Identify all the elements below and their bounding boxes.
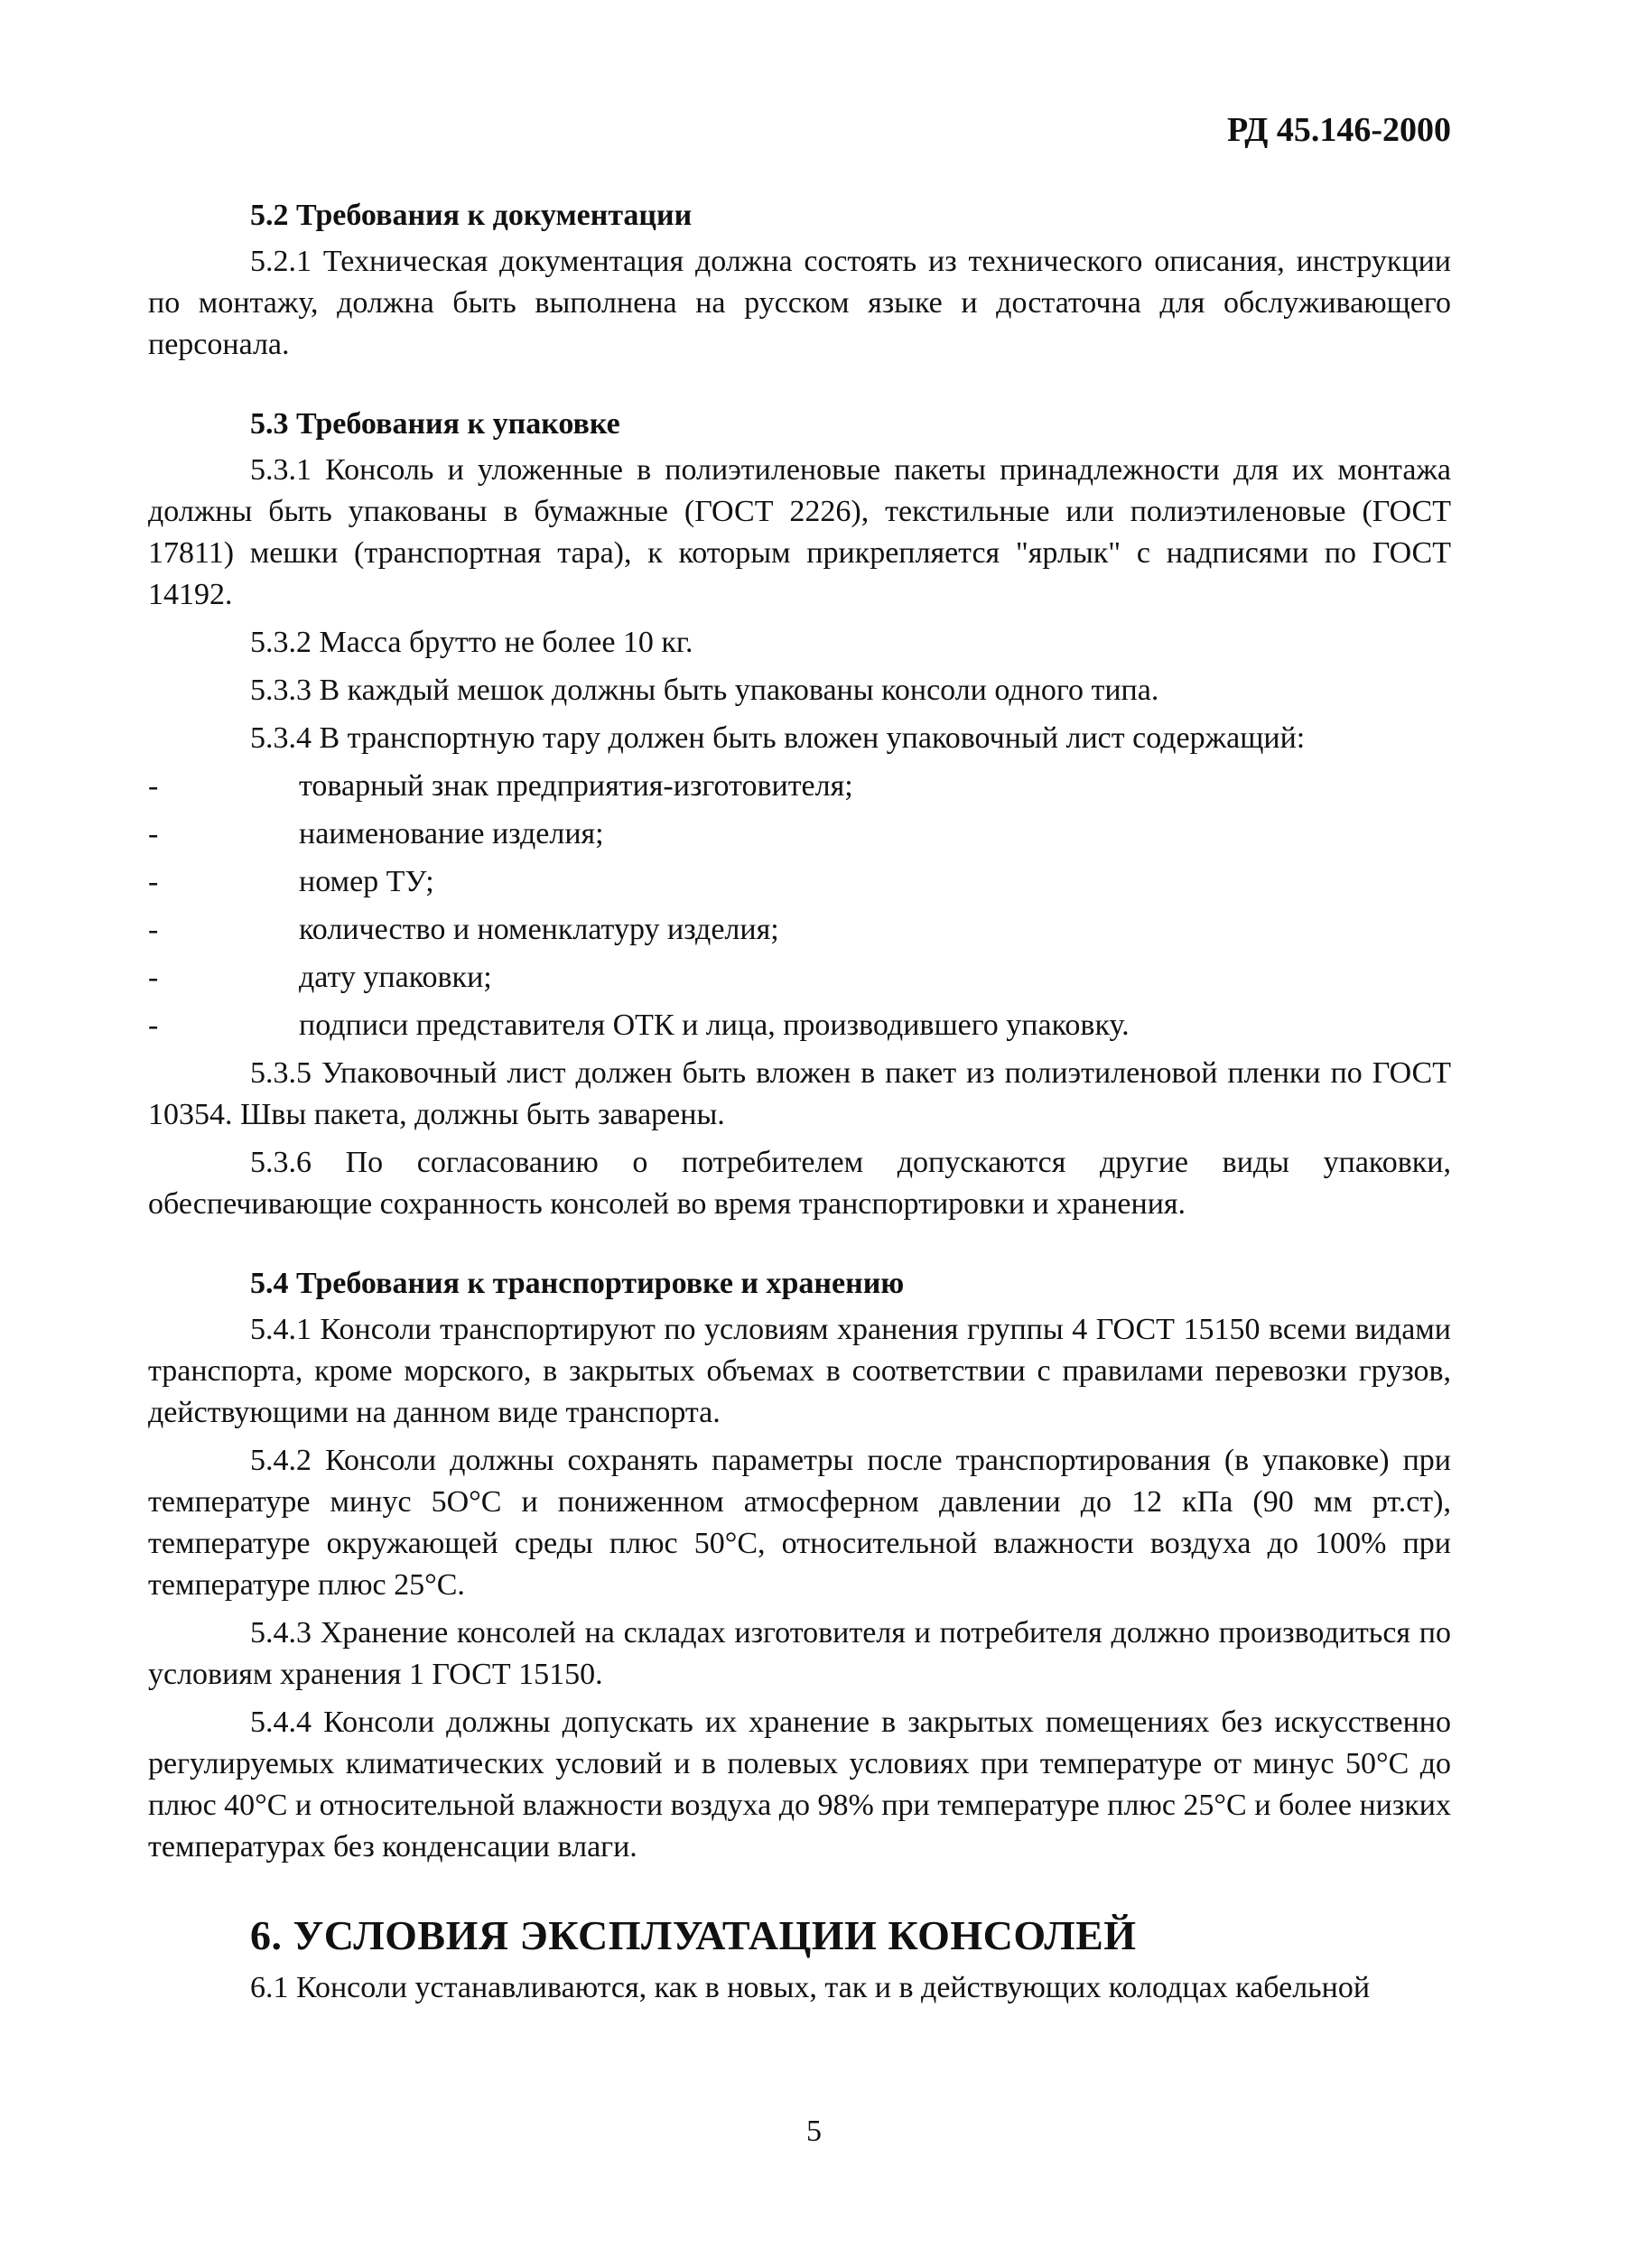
paragraph-6-1: 6.1 Консоли устанавливаются, как в новых, так и в действующих колодцах кабельной	[250, 1971, 1371, 2004]
paragraph-5-4-2: 5.4.2 Консоли должны сохранять параметры после транспортирования (в упаковке) при температуре минус 5О°С и пониженном атмосферном давлении до 12 кПа (90 мм рт.ст), температуре окружающей среды плюс 50°С, относительной влажности воздуха до 100% при температуре плюс 25°С.	[148, 1444, 1451, 1602]
list-item	[148, 861, 1451, 903]
list-item	[148, 909, 1451, 951]
list-item-text: номер ТУ;	[299, 865, 434, 898]
section-5-4-heading: 5.4 Требования к транспортировке и хранению	[250, 1267, 905, 1300]
section-5-3-heading: 5.3 Требования к упаковке	[250, 407, 620, 441]
paragraph-5-4-1: 5.4.1 Консоли транспортируют по условиям хранения группы 4 ГОСТ 15150 всеми видами транспорта, кроме морского, в закрытых объемах в соответствии с правилами перевозки грузов, действующими на данном виде транспорта.	[148, 1313, 1451, 1429]
list-dash: -	[148, 961, 159, 994]
list-item-text: товарный знак предприятия-изготовителя;	[299, 769, 853, 803]
paragraph-5-3-6: 5.3.6 По согласованию о потребителем допускаются другие виды упаковки, обеспечивающие сохранность консолей во время транспортировки и хранения.	[148, 1146, 1451, 1221]
page-number: 5	[806, 2115, 822, 2148]
section-5-2-heading: 5.2 Требования к документации	[250, 199, 693, 232]
page-content	[148, 190, 1451, 2015]
packing-list-contents	[148, 766, 1451, 1046]
paragraph-5-3-1: 5.3.1 Консоль и уложенные в полиэтиленовые пакеты принадлежности для их монтажа должны быть упакованы в бумажные (ГОСТ 2226), текстильные или полиэтиленовые (ГОСТ 17811) мешки (транспортная тара), к которым прикрепляется "ярлык" с надписями по ГОСТ 14192.	[148, 453, 1451, 611]
chapter-6-heading: 6. УСЛОВИЯ ЭКСПЛУАТАЦИИ КОНСОЛЕЙ	[250, 1912, 1137, 1958]
paragraph-5-4-3: 5.4.3 Хранение консолей на складах изготовителя и потребителя должно производиться по условиям хранения 1 ГОСТ 15150.	[148, 1616, 1451, 1691]
document-code: РД 45.146-2000	[1227, 111, 1451, 149]
paragraph-5-4-4: 5.4.4 Консоли должны допускать их хранение в закрытых помещениях без искусственно регулируемых климатических условий и в полевых условиях при температуре от минус 50°С до плюс 40°С и относительной влажности воздуха до 98% при температуре плюс 25°С и более низких температурах без конденсации влаги.	[148, 1706, 1451, 1864]
list-item-text: подписи представителя ОТК и лица, производившего упаковку.	[299, 1009, 1130, 1042]
paragraph-5-3-4: 5.3.4 В транспортную тару должен быть вложен упаковочный лист содержащий:	[250, 721, 1306, 755]
list-dash: -	[148, 913, 159, 946]
paragraph-5-3-5: 5.3.5 Упаковочный лист должен быть вложен в пакет из полиэтиленовой пленки по ГОСТ 10354. Швы пакета, должны быть заварены.	[148, 1056, 1451, 1131]
list-item	[148, 1005, 1451, 1046]
list-dash: -	[148, 817, 159, 850]
list-dash: -	[148, 769, 159, 803]
list-item	[148, 813, 1451, 855]
paragraph-5-3-3: 5.3.3 В каждый мешок должны быть упакованы консоли одного типа.	[250, 674, 1159, 707]
list-dash: -	[148, 1009, 159, 1042]
list-item	[148, 957, 1451, 999]
list-item-text: дату упаковки;	[299, 961, 492, 994]
list-dash: -	[148, 865, 159, 898]
paragraph-5-3-2: 5.3.2 Масса брутто не более 10 кг.	[250, 626, 693, 659]
list-item-text: наименование изделия;	[299, 817, 604, 850]
paragraph-5-2-1: 5.2.1 Техническая документация должна состоять из технического описания, инструкции по монтажу, должна быть выполнена на русском языке и достаточна для обслуживающего персонала.	[148, 245, 1451, 361]
list-item-text: количество и номенклатуру изделия;	[299, 913, 779, 946]
list-item	[148, 766, 1451, 807]
